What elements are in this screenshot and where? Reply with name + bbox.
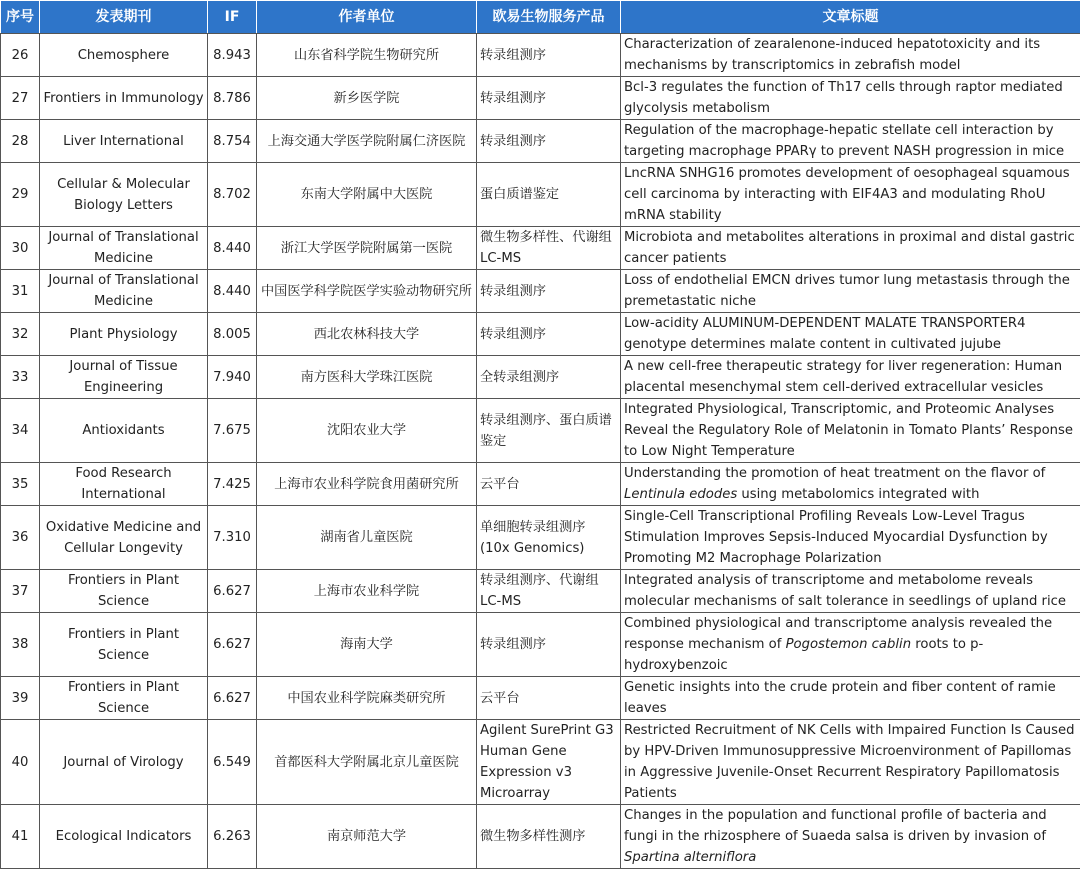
row-title: Microbiota and metabolites alterations in proximal and distal gastric cancer patients — [621, 227, 1080, 270]
row-product: 转录组测序、代谢组LC-MS — [477, 570, 621, 613]
row-no: 35 — [1, 463, 40, 506]
table-row — [1, 613, 1080, 677]
row-title: Genetic insights into the crude protein and fiber content of ramie leaves — [621, 677, 1080, 720]
row-no: 29 — [1, 163, 40, 227]
header-no: 序号 — [1, 1, 40, 34]
row-product: 转录组测序 — [477, 613, 621, 677]
row-product: 转录组测序 — [477, 120, 621, 163]
row-journal: Frontiers in Immunology — [40, 77, 208, 120]
row-title: A new cell-free therapeutic strategy for liver regeneration: Human placental mesenchymal stem cell-derived extracellular vesicles — [621, 356, 1080, 399]
row-journal: Antioxidants — [40, 399, 208, 463]
row-journal: Frontiers in Plant Science — [40, 613, 208, 677]
row-if: 6.627 — [208, 613, 257, 677]
header-unit: 作者单位 — [257, 1, 477, 34]
row-unit: 南京师范大学 — [257, 805, 477, 869]
title-italic-species: Pogostemon cablin — [786, 637, 911, 652]
title-text: Understanding the promotion of heat treatment on the flavor of — [624, 466, 1045, 481]
row-product: Agilent SurePrint G3 Human Gene Expression v3 Microarray — [477, 720, 621, 805]
table-row — [1, 120, 1080, 163]
table-row — [1, 677, 1080, 720]
table-row — [1, 163, 1080, 227]
table-row — [1, 720, 1080, 805]
row-title: Single-Cell Transcriptional Profiling Reveals Low-Level Tragus Stimulation Improves Sepsis-Induced Myocardial Dysfunction by Promoting M2 Macrophage Polarization — [621, 506, 1080, 570]
row-journal: Frontiers in Plant Science — [40, 677, 208, 720]
row-title: Characterization of zearalenone-induced hepatotoxicity and its mechanisms by transcriptomics in zebrafish model — [621, 34, 1080, 77]
row-title: LncRNA SNHG16 promotes development of oesophageal squamous cell carcinoma by interacting with EIF4A3 and modulating RhoU mRNA stability — [621, 163, 1080, 227]
title-italic-species: Spartina alterniflora — [624, 850, 756, 865]
row-product: 单细胞转录组测序 (10x Genomics) — [477, 506, 621, 570]
row-if: 6.549 — [208, 720, 257, 805]
header-journal: 发表期刊 — [40, 1, 208, 34]
row-unit: 湖南省儿童医院 — [257, 506, 477, 570]
row-if: 7.940 — [208, 356, 257, 399]
row-journal: Liver International — [40, 120, 208, 163]
row-journal: Journal of Virology — [40, 720, 208, 805]
row-product: 转录组测序 — [477, 34, 621, 77]
table-row — [1, 77, 1080, 120]
row-journal: Chemosphere — [40, 34, 208, 77]
row-unit: 新乡医学院 — [257, 77, 477, 120]
row-title — [621, 463, 1080, 506]
row-title: Bcl-3 regulates the function of Th17 cells through raptor mediated glycolysis metabolism — [621, 77, 1080, 120]
row-no: 32 — [1, 313, 40, 356]
title-text: Changes in the population and functional profile of bacteria and fungi in the rhizosphere of Suaeda salsa is driven by invasion of — [624, 808, 1047, 844]
header-row — [1, 1, 1080, 34]
row-product: 转录组测序、蛋白质谱鉴定 — [477, 399, 621, 463]
table-row — [1, 313, 1080, 356]
title-text-end: using metabolomics integrated with — [737, 487, 979, 502]
row-if: 8.754 — [208, 120, 257, 163]
row-journal: Plant Physiology — [40, 313, 208, 356]
row-if: 6.627 — [208, 570, 257, 613]
row-product: 微生物多样性、代谢组LC-MS — [477, 227, 621, 270]
row-if: 8.440 — [208, 270, 257, 313]
title-text: Combined physiological and transcriptome analysis revealed the response mechanism of — [624, 616, 1052, 652]
row-unit: 上海交通大学医学院附属仁济医院 — [257, 120, 477, 163]
row-if: 6.263 — [208, 805, 257, 869]
row-journal: Cellular & Molecular Biology Letters — [40, 163, 208, 227]
title-text-end: roots to p-hydroxybenzoic — [624, 637, 983, 673]
row-title: Integrated analysis of transcriptome and metabolome reveals molecular mechanisms of salt tolerance in seedlings of upland rice — [621, 570, 1080, 613]
table-row — [1, 356, 1080, 399]
row-no: 31 — [1, 270, 40, 313]
row-unit: 海南大学 — [257, 613, 477, 677]
row-journal: Oxidative Medicine and Cellular Longevity — [40, 506, 208, 570]
row-unit: 首都医科大学附属北京儿童医院 — [257, 720, 477, 805]
row-unit: 山东省科学院生物研究所 — [257, 34, 477, 77]
row-product: 云平台 — [477, 677, 621, 720]
row-title: Low-acidity ALUMINUM-DEPENDENT MALATE TRANSPORTER4 genotype determines malate content in cultivated jujube — [621, 313, 1080, 356]
row-no: 36 — [1, 506, 40, 570]
table-row — [1, 34, 1080, 77]
row-no: 33 — [1, 356, 40, 399]
row-if: 8.943 — [208, 34, 257, 77]
row-unit: 西北农林科技大学 — [257, 313, 477, 356]
row-product: 转录组测序 — [477, 270, 621, 313]
row-title: Loss of endothelial EMCN drives tumor lung metastasis through the premetastatic niche — [621, 270, 1080, 313]
header-if: IF — [208, 1, 257, 34]
row-no: 38 — [1, 613, 40, 677]
row-product: 微生物多样性测序 — [477, 805, 621, 869]
header-product: 欧易生物服务产品 — [477, 1, 621, 34]
row-unit: 中国医学科学院医学实验动物研究所 — [257, 270, 477, 313]
row-product: 蛋白质谱鉴定 — [477, 163, 621, 227]
row-no: 27 — [1, 77, 40, 120]
row-title: Integrated Physiological, Transcriptomic, and Proteomic Analyses Reveal the Regulatory Role of Melatonin in Tomato Plants’ Response to Low Night Temperature — [621, 399, 1080, 463]
table-row — [1, 270, 1080, 313]
row-product: 全转录组测序 — [477, 356, 621, 399]
row-unit: 东南大学附属中大医院 — [257, 163, 477, 227]
row-title: Restricted Recruitment of NK Cells with Impaired Function Is Caused by HPV-Driven Immunosuppressive Microenvironment of Papillomas in Aggressive Juvenile-Onset Recurrent Respiratory Papillomatosis Patients — [621, 720, 1080, 805]
row-title — [621, 805, 1080, 869]
row-no: 26 — [1, 34, 40, 77]
row-product: 云平台 — [477, 463, 621, 506]
row-no: 37 — [1, 570, 40, 613]
row-unit: 上海市农业科学院 — [257, 570, 477, 613]
table-row — [1, 463, 1080, 506]
row-no: 34 — [1, 399, 40, 463]
title-italic-species: Lentinula edodes — [624, 487, 737, 502]
row-if: 7.425 — [208, 463, 257, 506]
row-journal: Journal of Translational Medicine — [40, 270, 208, 313]
row-unit: 中国农业科学院麻类研究所 — [257, 677, 477, 720]
row-title — [621, 613, 1080, 677]
row-if: 8.702 — [208, 163, 257, 227]
table-row — [1, 227, 1080, 270]
row-no: 28 — [1, 120, 40, 163]
row-if: 8.440 — [208, 227, 257, 270]
row-journal: Journal of Translational Medicine — [40, 227, 208, 270]
row-unit: 南方医科大学珠江医院 — [257, 356, 477, 399]
row-no: 30 — [1, 227, 40, 270]
row-unit: 上海市农业科学院食用菌研究所 — [257, 463, 477, 506]
row-product: 转录组测序 — [477, 313, 621, 356]
row-unit: 沈阳农业大学 — [257, 399, 477, 463]
row-unit: 浙江大学医学院附属第一医院 — [257, 227, 477, 270]
table-row — [1, 805, 1080, 869]
header-title: 文章标题 — [621, 1, 1080, 34]
table-row — [1, 570, 1080, 613]
row-if: 6.627 — [208, 677, 257, 720]
row-journal: Ecological Indicators — [40, 805, 208, 869]
row-if: 8.005 — [208, 313, 257, 356]
table-row — [1, 506, 1080, 570]
table-row — [1, 399, 1080, 463]
row-no: 39 — [1, 677, 40, 720]
row-if: 7.310 — [208, 506, 257, 570]
row-product: 转录组测序 — [477, 77, 621, 120]
row-journal: Food Research International — [40, 463, 208, 506]
row-no: 40 — [1, 720, 40, 805]
row-journal: Frontiers in Plant Science — [40, 570, 208, 613]
row-title: Regulation of the macrophage-hepatic stellate cell interaction by targeting macrophage PPARγ to prevent NASH progression in mice — [621, 120, 1080, 163]
row-if: 8.786 — [208, 77, 257, 120]
row-journal: Journal of Tissue Engineering — [40, 356, 208, 399]
row-if: 7.675 — [208, 399, 257, 463]
row-no: 41 — [1, 805, 40, 869]
